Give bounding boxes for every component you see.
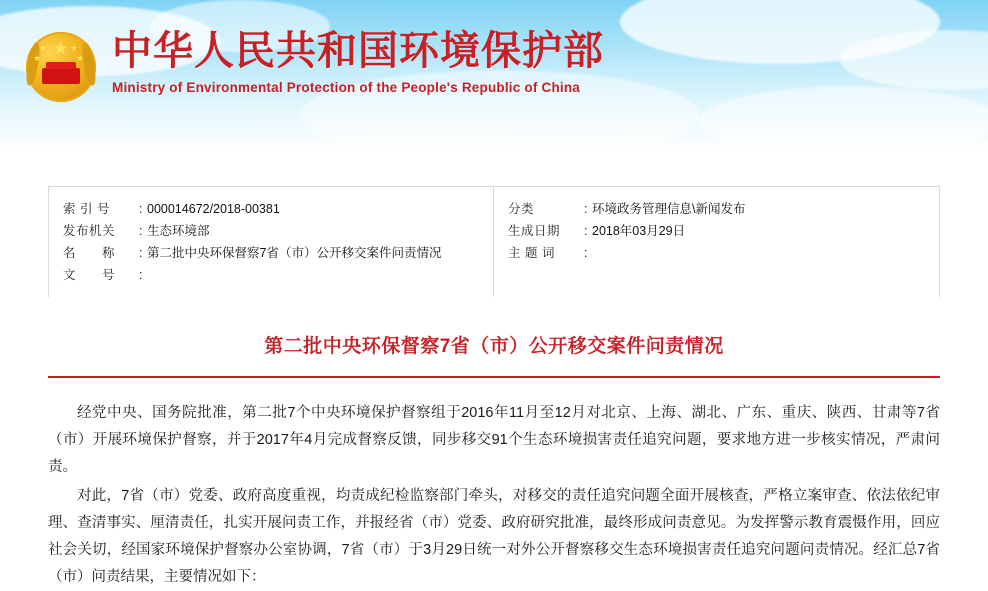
emblem-star-large: ★	[53, 39, 69, 58]
metadata-row	[494, 199, 939, 221]
emblem-gate	[42, 68, 80, 84]
metadata-colon: :	[584, 246, 588, 260]
metadata-label: 主 题 词	[508, 246, 555, 260]
page-title: 第二批中央环保督察7省（市）公开移交案件问责情况	[264, 336, 724, 357]
site-title-en: Ministry of Environmental Protection of the People's Republic of China	[112, 80, 581, 95]
header-titles	[112, 26, 604, 95]
metadata-label: 发布机关	[63, 224, 116, 238]
metadata-label: 名 称	[63, 246, 116, 260]
metadata-value: 环境政务管理信息\新闻发布	[592, 202, 746, 216]
title-divider	[48, 376, 940, 378]
metadata-colon: :	[584, 224, 588, 238]
article	[48, 331, 940, 591]
metadata-row	[49, 199, 493, 221]
cloud-decoration	[700, 86, 988, 152]
page-content	[0, 186, 988, 591]
metadata-column-right	[494, 187, 939, 297]
emblem-star-small: ★	[33, 53, 42, 63]
article-paragraph: 对此，7省（市）党委、政府高度重视，均责成纪检监察部门牵头，对移交的责任追究问题全面开展核查，严格立案审查、依法依纪审理、查清事实、厘清责任，扎实开展问责工作，并报经省（市）党委、政府研究批准，最终形成问责意见。为发挥警示教育震慑作用，回应社会关切，经国家环境保护督察办公室协调，7省（市）于3月29日统一对外公开督察移交生态环境损害责任追究问题问责情况。经汇总7省（市）问责结果，主要情况如下：	[48, 488, 940, 585]
article-paragraph: 经党中央、国务院批准，第二批7个中央环境保护督察组于2016年11月至12月对北京、上海、湖北、广东、重庆、陕西、甘肃等7省（市）开展环境保护督察，并于2017年4月完成督察反馈，同步移交91个生态环境损害责任追究问题，要求地方进一步核实情况，严肃问责。	[48, 405, 940, 475]
site-header-banner	[0, 0, 988, 152]
metadata-colon: :	[139, 202, 143, 216]
metadata-value: 2018年03月29日	[592, 224, 686, 238]
metadata-label: 生成日期	[508, 224, 561, 238]
metadata-label: 文 号	[63, 268, 116, 282]
emblem-star-small: ★	[76, 53, 85, 63]
site-title-cn: 中华人民共和国环境保护部	[112, 29, 604, 73]
emblem-star-small: ★	[39, 43, 48, 53]
metadata-colon: :	[584, 202, 588, 216]
metadata-colon: :	[139, 246, 143, 260]
metadata-colon: :	[139, 268, 143, 282]
article-body	[48, 400, 940, 591]
metadata-row	[49, 243, 493, 265]
metadata-value: 000014672/2018-00381	[147, 202, 280, 216]
national-emblem-icon	[24, 30, 98, 104]
metadata-row	[494, 221, 939, 243]
metadata-row	[49, 221, 493, 243]
metadata-row	[494, 265, 939, 287]
emblem-star-small: ★	[70, 43, 79, 53]
metadata-column-left	[49, 187, 494, 297]
metadata-row	[494, 243, 939, 265]
metadata-value: 生态环境部	[147, 224, 210, 238]
metadata-value: 第二批中央环保督察7省（市）公开移交案件问责情况	[147, 246, 442, 260]
metadata-colon: :	[139, 224, 143, 238]
document-metadata-table	[48, 186, 940, 297]
metadata-row	[49, 265, 493, 287]
metadata-label: 分类	[508, 202, 535, 216]
header-brand	[24, 26, 604, 104]
metadata-label: 索 引 号	[63, 202, 110, 216]
